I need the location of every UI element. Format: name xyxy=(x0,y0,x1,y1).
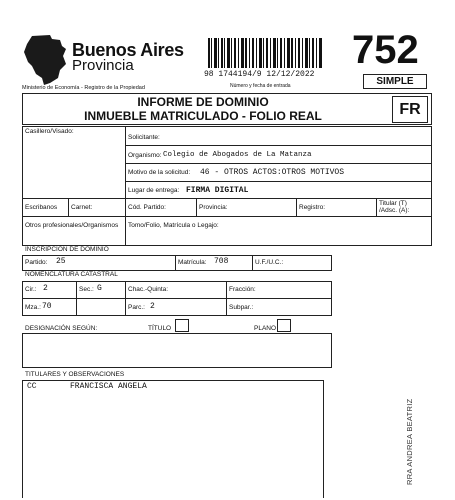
partido-value: 25 xyxy=(56,257,66,266)
form-number: 752 xyxy=(352,28,419,72)
inscripcion-row xyxy=(22,255,332,271)
margin-annotation: RRA ANDREA BEATRIZ xyxy=(405,398,414,485)
titular-name: FRANCISCA ANGELA xyxy=(70,382,147,391)
organismo-value: Colegio de Abogados de La Matanza xyxy=(163,151,312,159)
matricula-value: 708 xyxy=(214,257,229,266)
form-variant-badge: SIMPLE xyxy=(363,74,427,89)
lugar-label: Lugar de entrega: xyxy=(128,187,180,194)
provincia-label: Provincia: xyxy=(199,204,228,211)
organismo-label: Organismo: xyxy=(128,152,162,159)
designacion-section-label: DESIGNACIÓN SEGÚN: xyxy=(25,325,98,332)
tomo-label: Tomo/Folio, Matrícula o Legajo: xyxy=(128,222,219,229)
titular-label: Titular (T) xyxy=(379,200,407,207)
form-code: FR xyxy=(392,96,428,123)
titulo-checkbox[interactable] xyxy=(175,319,189,332)
ministry-label: Ministerio de Economía - Registro de la Propiedad xyxy=(22,85,145,91)
titular-label-2: /Adsc. (A): xyxy=(379,207,410,214)
partido-label: Partido: xyxy=(25,259,48,266)
uf-label: U.F./U.C.: xyxy=(255,259,284,266)
carnet-label: Carnet: xyxy=(71,204,93,211)
motivo-value: 46 - OTROS ACTOS:OTROS MOTIVOS xyxy=(200,168,345,177)
inscripcion-section-label: INSCRIPCIÓN DE DOMINIO xyxy=(25,246,109,253)
designacion-box xyxy=(22,333,332,368)
cir-label: Cir.: xyxy=(25,286,37,293)
fraccion-label: Fracción: xyxy=(229,286,256,293)
report-title: INFORME DE DOMINIO xyxy=(137,95,269,109)
registro-label: Registro: xyxy=(299,204,326,211)
lugar-value: FIRMA DIGITAL xyxy=(186,186,249,195)
cod-partido-label: Cód. Partido: xyxy=(128,204,166,211)
titulares-box xyxy=(22,380,324,498)
motivo-label: Motivo de la solicitud: xyxy=(128,169,191,176)
mza-value: 70 xyxy=(42,302,52,311)
chacra-label: Chac.-Quinta: xyxy=(128,286,169,293)
titulares-section-label: TITULARES Y OBSERVACIONES xyxy=(25,371,125,378)
brand-subname: Provincia xyxy=(72,57,134,74)
titulo-label: TÍTULO xyxy=(148,325,172,332)
parc-value: 2 xyxy=(150,302,155,311)
otros-label: Otros profesionales/Organismos xyxy=(25,222,119,229)
plano-checkbox[interactable] xyxy=(277,319,291,332)
sec-label: Sec.: xyxy=(79,286,94,293)
report-subtitle: INMUEBLE MATRICULADO - FOLIO REAL xyxy=(84,109,322,123)
nomenclatura-section-label: NOMENCLATURA CATASTRAL xyxy=(25,271,118,278)
solicitante-label: Solicitante: xyxy=(128,134,160,141)
brand-name: Buenos Aires xyxy=(72,40,184,60)
entry-number: 98 1744194/9 12/12/2022 xyxy=(204,70,315,79)
cir-value: 2 xyxy=(43,284,48,293)
escribanos-label: Escribanos xyxy=(25,204,58,211)
matricula-label: Matrícula: xyxy=(178,259,207,266)
entry-caption: Número y fecha de entrada xyxy=(230,83,291,89)
mza-label: Mza.: xyxy=(25,304,41,311)
parc-label: Parc.: xyxy=(128,304,145,311)
casillero-label: Casillero/Visado: xyxy=(25,128,74,135)
sec-value: G xyxy=(97,284,102,293)
province-map-logo xyxy=(22,34,68,86)
plano-label: PLANO xyxy=(254,325,277,332)
entry-barcode xyxy=(208,38,324,68)
subpar-label: Subpar.: xyxy=(229,304,254,311)
titular-prefix: CC xyxy=(27,382,37,391)
